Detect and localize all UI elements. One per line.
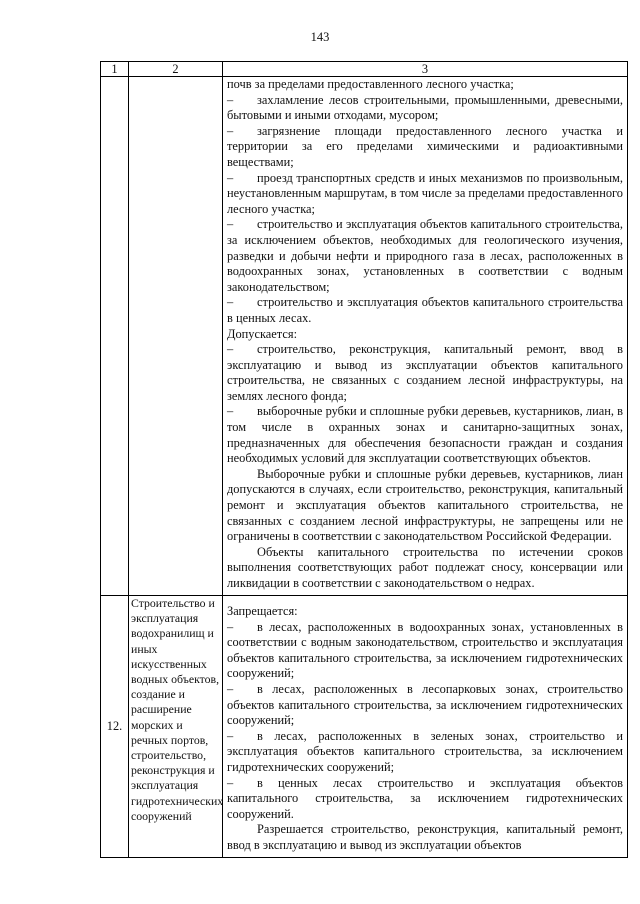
row-number-cell: 12. — [101, 596, 129, 858]
bullet-paragraph — [227, 93, 623, 124]
paragraph-text: строительство, реконструкция, капитальный ремонт, ввод в эксплуатацию и вывод из эксплуатации объектов капитального строительства, не связанных с созданием лесной инфраструктуры, на землях лесного фонда; — [227, 342, 623, 403]
regulation-table — [100, 61, 628, 858]
bullet-paragraph — [227, 217, 623, 295]
paragraph — [227, 327, 623, 343]
dash-marker: – — [227, 92, 234, 107]
paragraph-text: загрязнение площади предоставленного лесного участка и территории за его пределами химическими и радиоактивными веществами; — [227, 123, 623, 169]
requirements-cell — [223, 77, 628, 596]
paragraph-text: выборочные рубки и сплошные рубки деревьев, кустарников, лиан, в том числе в охранных зонах и санитарно-защитных зонах, предназначенных для обеспечения безопасности граждан и создания необходимых условий для эксплуатации соответствующих объектов. — [227, 404, 623, 466]
paragraph-text: Допускается: — [227, 326, 298, 341]
paragraph-text: Объекты капитального строительства по истечении сроков выполнения соответствующих работ подлежат сносу, консервации или ликвидации в соответствии с законодательством о недрах. — [227, 544, 623, 590]
paragraph — [227, 545, 623, 592]
page-number: 143 — [310, 30, 330, 44]
bullet-paragraph — [227, 776, 623, 823]
bullet-paragraph — [227, 620, 623, 682]
paragraph-text: Выборочные рубки и сплошные рубки деревьев, кустарников, лиан допускаются в случаях, если строительство, реконструкция, капитальный ремонт и эксплуатация объектов капитального строительства, не связанных с созданием лесной инфраструктуры, не запрещены или не ограничены в соответствии с законодательством Российской Федерации. — [227, 466, 623, 544]
paragraph-text: в лесах, расположенных в водоохранных зонах, установленных в соответствии с водным законодательством, строительство и эксплуатация объектов капитального строительства, за исключением гидротехнических сооружений; — [227, 619, 623, 681]
dash-marker: – — [227, 775, 234, 790]
paragraph — [227, 467, 623, 545]
paragraph-text: проезд транспортных средств и иных механизмов по произвольным, неустановленным маршрутам, в том числе за пределами предоставленного лесного участка; — [227, 170, 623, 216]
activity-name-cell: Строительство и эксплуатация водохранилищ и иных искусственных водных объектов, создание и расширение морских и речных портов, строительство, реконструкция и эксплуатация гидротехнических сооружений — [129, 596, 223, 858]
bullet-paragraph — [227, 729, 623, 776]
bullet-paragraph — [227, 171, 623, 218]
paragraph-text: строительство и эксплуатация объектов капитального строительства, за исключением объектов, необходимых для геологического изучения, разведки и добычи нефти и природного газа в лесах, расположенных в водоохранных зонах, установленных в соответствии с водным законодательством; — [227, 217, 623, 294]
header-col-1: 1 — [101, 62, 129, 77]
paragraph — [227, 77, 623, 93]
paragraph-text: Запрещается: — [227, 604, 298, 618]
bullet-paragraph — [227, 342, 623, 404]
paragraph — [227, 822, 623, 853]
dash-marker: – — [227, 123, 234, 138]
bullet-paragraph — [227, 682, 623, 729]
table-row-12 — [101, 596, 628, 858]
dash-marker: – — [227, 170, 234, 185]
paragraph-text: захламление лесов строительными, промышленными, древесными, бытовыми и иными отходами, мусором; — [227, 92, 623, 123]
dash-marker: – — [227, 619, 234, 634]
paragraph-text: строительство и эксплуатация объектов капитального строительства в ценных лесах. — [227, 295, 623, 325]
paragraph-text: почв за пределами предоставленного лесного участка; — [227, 77, 514, 91]
paragraph-text: в лесах, расположенных в лесопарковых зонах, строительство объектов капитального строительства, за исключением гидротехнических сооружений; — [227, 681, 623, 728]
row-number-cell — [101, 77, 129, 596]
header-col-2: 2 — [129, 62, 223, 77]
paragraph-text: Разрешается строительство, реконструкция, капитальный ремонт, ввод в эксплуатацию и вывод из эксплуатации объектов — [227, 822, 623, 852]
dash-marker: – — [227, 217, 234, 232]
bullet-paragraph — [227, 404, 623, 466]
dash-marker: – — [227, 295, 234, 310]
dash-marker: – — [227, 681, 234, 696]
table-row-continuation — [101, 77, 628, 596]
bullet-paragraph — [227, 295, 623, 326]
dash-marker: – — [227, 728, 234, 743]
requirements-cell — [223, 596, 628, 858]
paragraph-text: в ценных лесах строительство и эксплуатация объектов капитального строительства, за исключением гидротехнических сооружений. — [227, 775, 623, 821]
paragraph — [227, 604, 623, 620]
dash-marker: – — [227, 342, 234, 357]
dash-marker: – — [227, 404, 234, 419]
table-header-row — [101, 62, 628, 77]
paragraph-text: в лесах, расположенных в зеленых зонах, строительство и эксплуатация объектов капитального строительства, за исключением гидротехнических сооружений; — [227, 728, 623, 774]
bullet-paragraph — [227, 124, 623, 171]
activity-name-cell — [129, 77, 223, 596]
header-col-3: 3 — [223, 62, 628, 77]
